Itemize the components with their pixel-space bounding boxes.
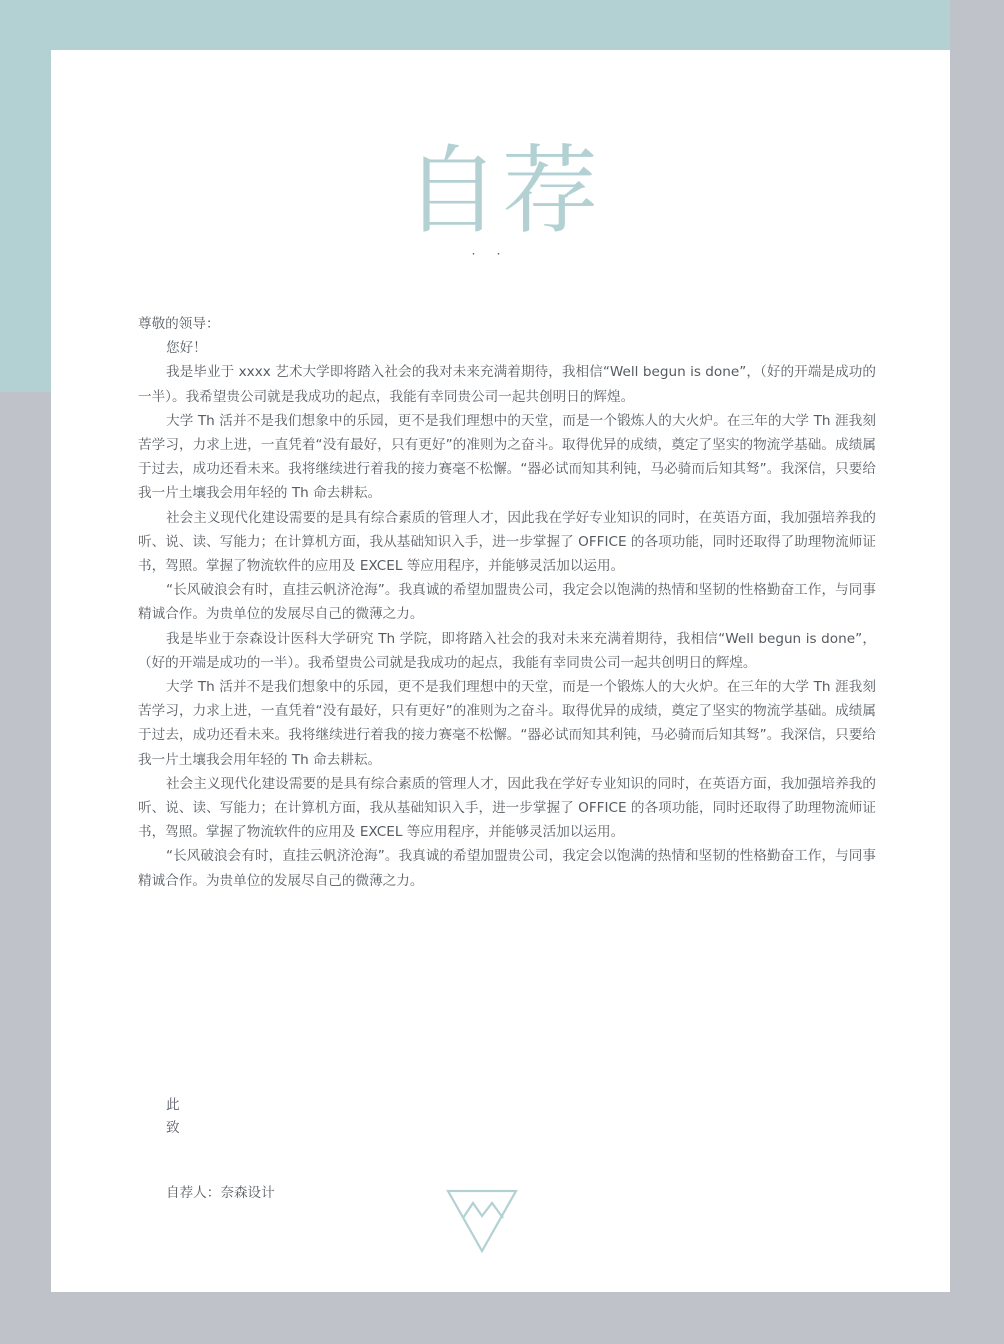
paragraph-4: “长风破浪会有时，直挂云帆济沧海”。我真诚的希望加盟贵公司，我定会以饱满的热情和坚韧的性格勤奋工作，与同事精诚合作。为贵单位的发展尽自己的微薄之力。 (138, 582, 876, 623)
paragraph-6: 大学 Th 活并不是我们想象中的乐园，更不是我们理想中的天堂，而是一个锻炼人的大火炉。在三年的大学 Th 涯我刻苦学习，力求上进，一直凭着“没有最好，只有更好”的准则为之奋斗。取得优异的成绩，奠定了坚实的物流学基础。成绩属于过去，成功还看未来。我将继续进行着我的接力赛毫不松懈。“器必试而知其利钝，马必骑而后知其驽”。我深信，只要给我一片土壤我会用年轻的 Th 命去耕耘。 (138, 679, 876, 768)
paragraph-2: 大学 Th 活并不是我们想象中的乐园，更不是我们理想中的天堂，而是一个锻炼人的大火炉。在三年的大学 Th 涯我刻苦学习，力求上进，一直凭着“没有最好，只有更好”的准则为之奋斗。取得优异的成绩，奠定了坚实的物流学基础。成绩属于过去，成功还看未来。我将继续进行着我的接力赛毫不松懈。“器必试而知其利钝，马必骑而后知其驽”。我深信，只要给我一片土壤我会用年轻的 Th 命去耕耘。 (138, 412, 876, 502)
page-title: 自荐 (404, 135, 600, 247)
paragraph-1: 我是毕业于 xxxx 艺术大学即将踏入社会的我对未来充满着期待，我相信“Well begun is done”，（好的开端是成功的一半）。我希望贵公司就是我成功的起点，我能有幸同贵公司一起共创明日的辉煌。 (138, 364, 876, 405)
paragraph-8: “长风破浪会有时，直挂云帆济沧海”。我真诚的希望加盟贵公司，我定会以饱满的热情和坚韧的性格勤奋工作，与同事精诚合作。为贵单位的发展尽自己的微薄之力。 (138, 848, 876, 889)
signer-line (166, 1181, 275, 1191)
triangle-logo-icon (445, 1188, 519, 1254)
letter-body (138, 312, 876, 893)
paragraph-5: 我是毕业于奈森设计医科大学研究 Th 学院，即将踏入社会的我对未来充满着期待，我相信“Well begun is done”，（好的开端是成功的一半）。我希望贵公司就是我成功的起点，我能有幸同贵公司一起共创明日的辉煌。 (138, 630, 876, 671)
greeting: 您好！ (166, 340, 207, 357)
closing-line-1: 此 (166, 1097, 180, 1113)
title-decoration: ˙˙ (470, 252, 520, 268)
paragraph-3: 社会主义现代化建设需要的是具有综合素质的管理人才，因此我在学好专业知识的同时，在英语方面，我加强培养我的听、说、读、写能力；在计算机方面，我从基础知识入手，进一步掌握了 OFFICE 的各项功能，同时还取得了助理物流师证书，驾照。掌握了物流软件的应用及 EXCEL 等应用程序，并能够灵活加以运用。 (138, 509, 876, 575)
paragraph-7: 社会主义现代化建设需要的是具有综合素质的管理人才，因此我在学好专业知识的同时，在英语方面，我加强培养我的听、说、读、写能力；在计算机方面，我从基础知识入手，进一步掌握了 OFFICE 的各项功能，同时还取得了助理物流师证书，驾照。掌握了物流软件的应用及 EXCEL 等应用程序，并能够灵活加以运用。 (138, 775, 876, 841)
closing (166, 1094, 180, 1140)
closing-line-2: 致 (166, 1120, 180, 1136)
salutation: 尊敬的领导： (138, 316, 220, 332)
